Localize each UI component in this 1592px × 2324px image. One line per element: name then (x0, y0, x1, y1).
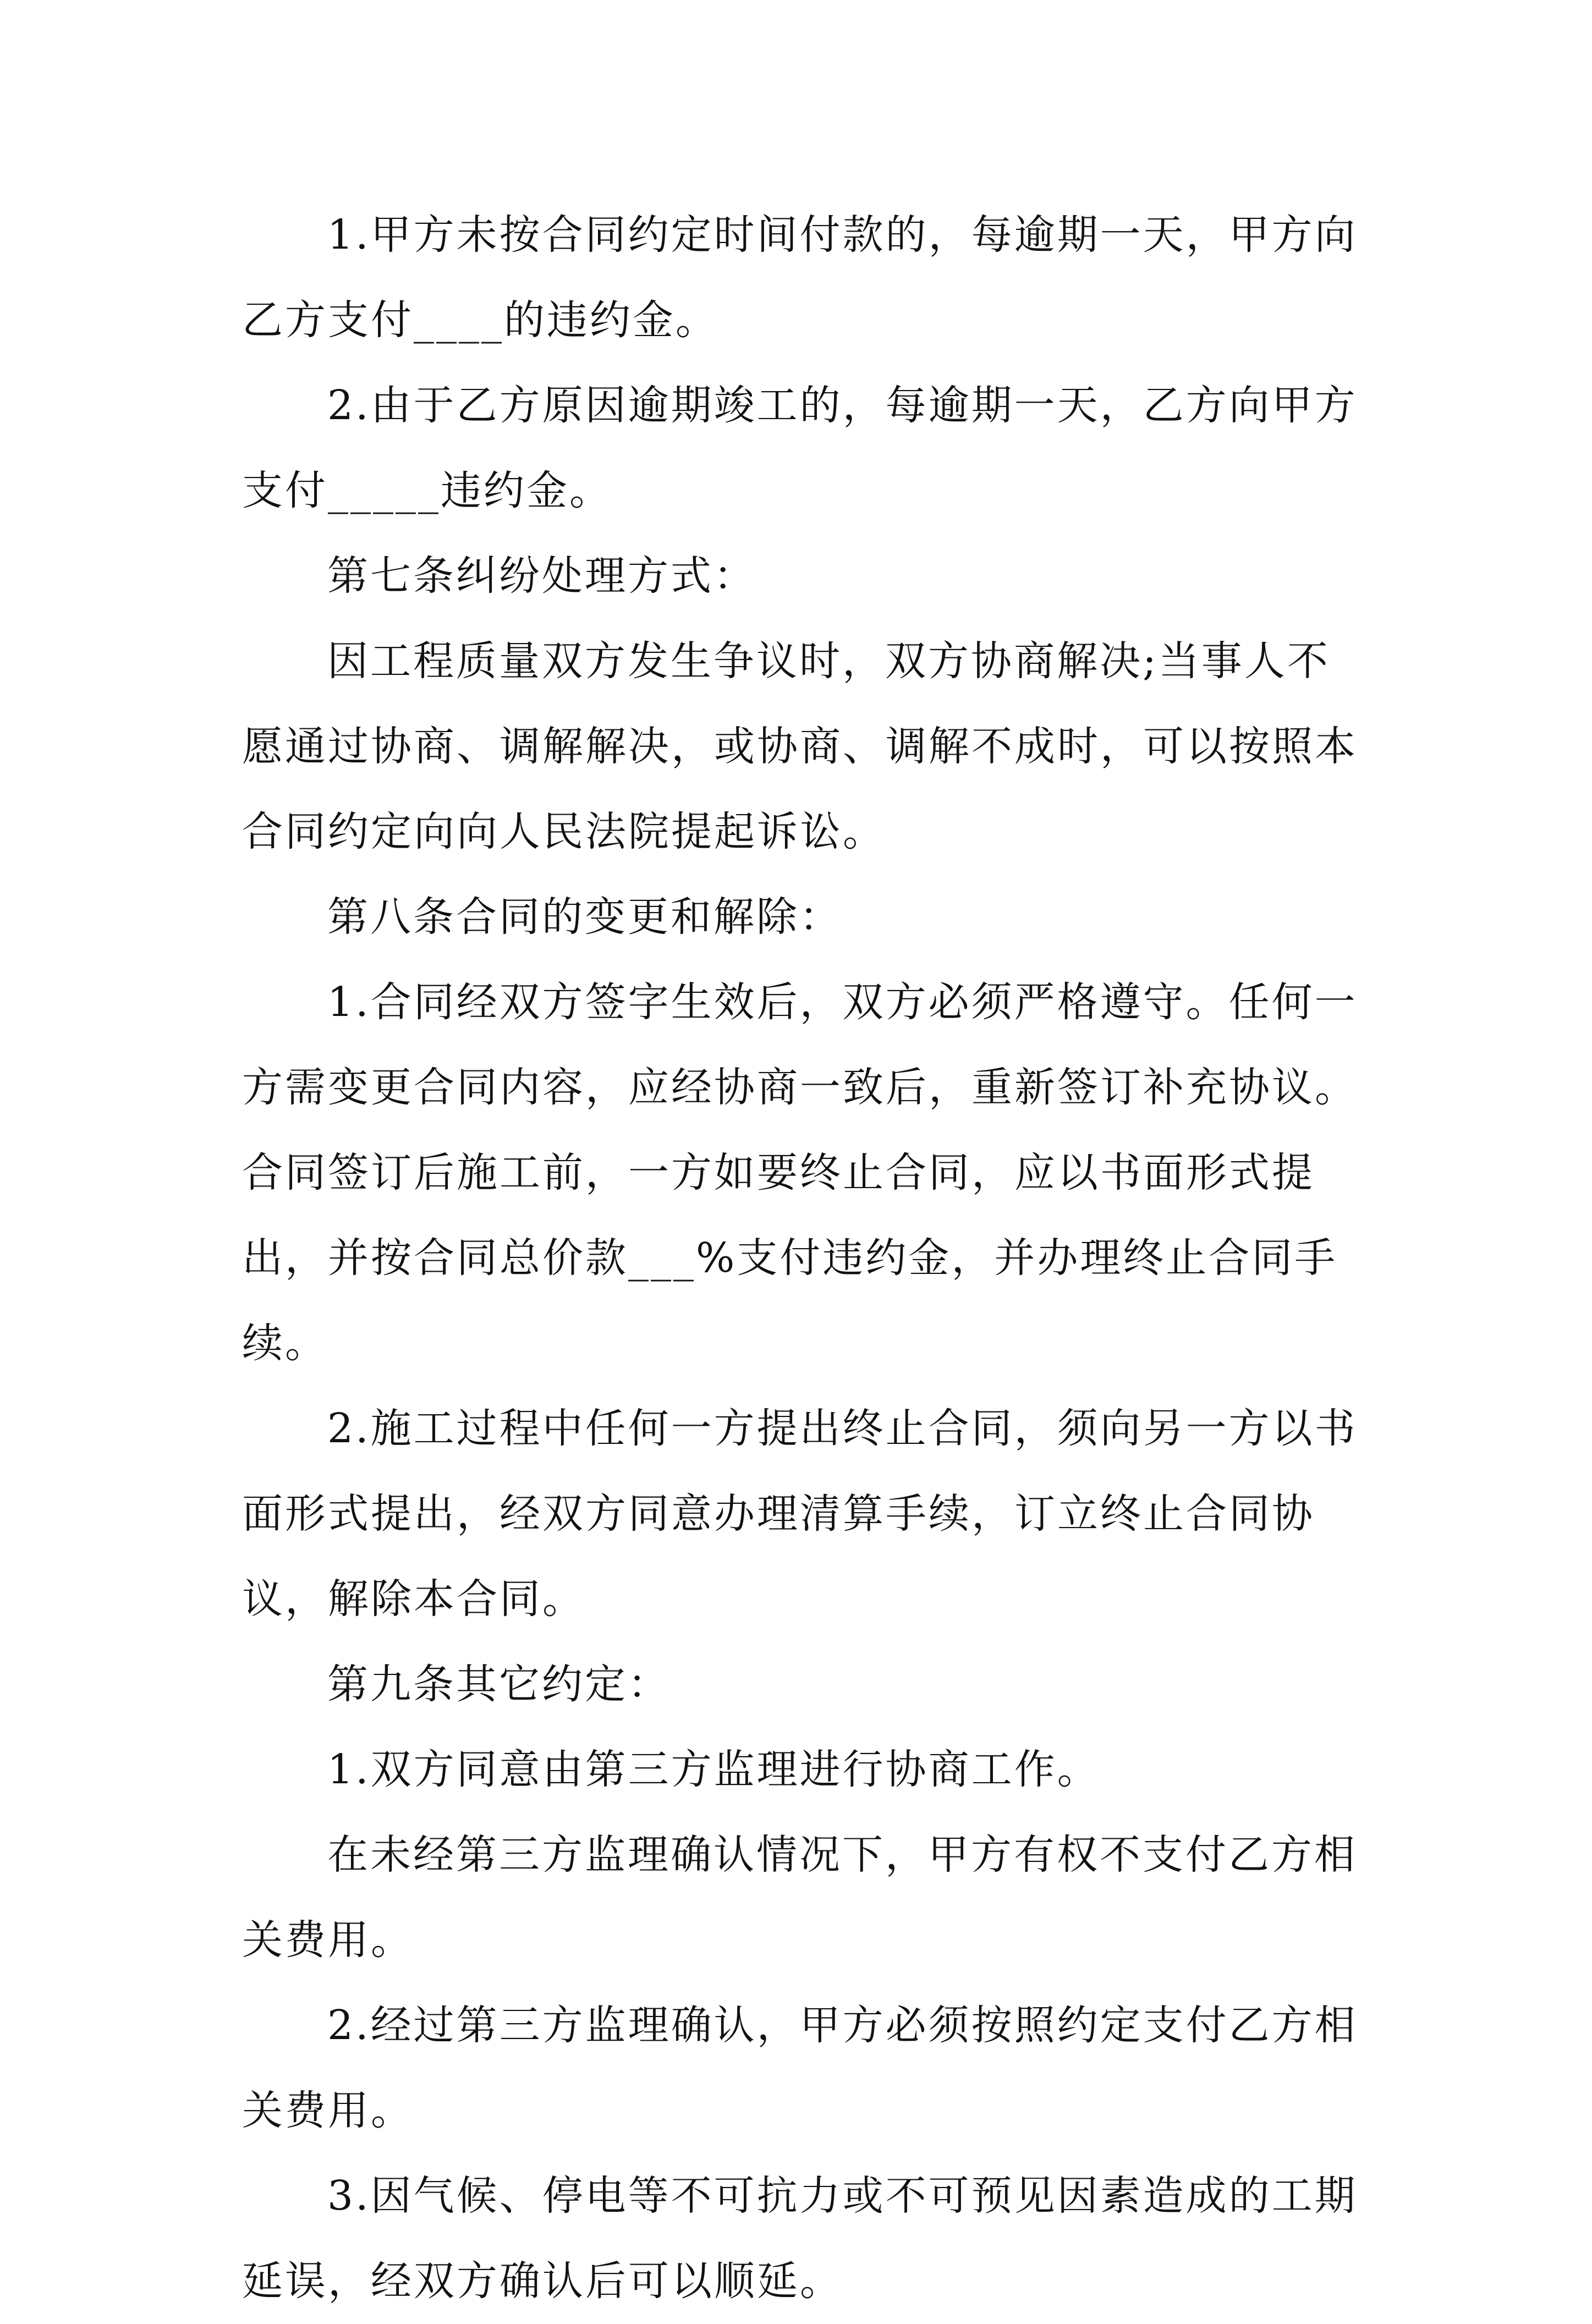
paragraph-unconfirmed-fees: 在未经第三方监理确认情况下，甲方有权不支付乙方相关费用。 (242, 1831, 1357, 1964)
heading-article-9: 第九条其它约定： (327, 1661, 671, 1708)
heading-article-7: 第七条纠纷处理方式： (327, 552, 756, 600)
paragraph-dispute-resolution: 因工程质量双方发生争议时，双方协商解决;当事人不愿通过协商、调解解决，或协商、调解不成时，可以按照本合同约定向向人民法院提起诉讼。 (242, 638, 1358, 855)
paragraph-force-majeure: 3.因气候、停电等不可抗力或不可预见因素造成的工期延误，经双方确认后可以顺延。 (242, 2172, 1358, 2305)
paragraph-contract-change: 1.合同经双方签字生效后，双方必须严格遵守。任何一方需变更合同内容，应经协商一致后，重新签订补充协议。合同签订后施工前，一方如要终止合同，应以书面形式提出，并按合同总价款___%支付违约金，并办理终止合同手续。 (242, 979, 1358, 1367)
paragraph-late-payment: 1.甲方未按合同约定时间付款的，每逾期一天，甲方向乙方支付____的违约金。 (242, 211, 1358, 344)
document-body (242, 193, 1364, 2324)
paragraph-late-completion: 2.由于乙方原因逾期竣工的，每逾期一天，乙方向甲方支付_____违约金。 (242, 382, 1358, 514)
paragraph-third-party-supervision: 1.双方同意由第三方监理进行协商工作。 (327, 1746, 1100, 1793)
paragraph-confirmed-fees: 2.经过第三方监理确认，甲方必须按照约定支付乙方相关费用。 (242, 2002, 1358, 2134)
heading-article-8: 第八条合同的变更和解除： (327, 893, 842, 941)
paragraph-contract-termination: 2.施工过程中任何一方提出终止合同，须向另一方以书面形式提出，经双方同意办理清算手续，订立终止合同协议，解除本合同。 (242, 1405, 1358, 1623)
